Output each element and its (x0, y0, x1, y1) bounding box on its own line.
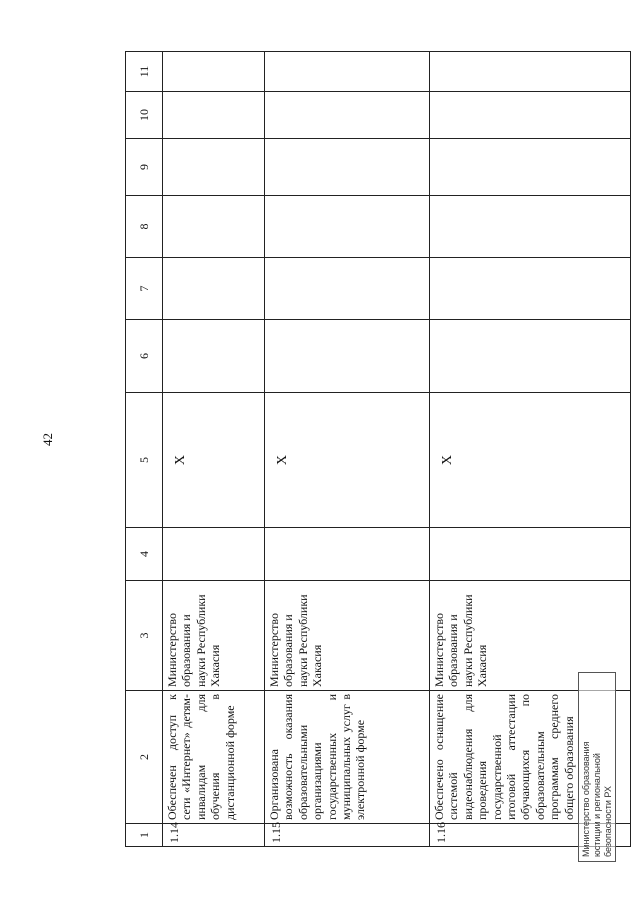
header-row (126, 52, 163, 847)
stamp-line: Министерство образования (581, 741, 591, 857)
row-responsible: Министерство образования и науки Республики Хакасия (163, 581, 265, 691)
cell-col6 (430, 320, 631, 393)
header-cell: 4 (126, 528, 163, 581)
cell-col4 (430, 528, 631, 581)
cell-col6 (163, 320, 265, 393)
cell-col6 (265, 320, 430, 393)
cell-col5-mark: Х (265, 393, 430, 528)
cell-col8 (265, 196, 430, 258)
header-cell: 8 (126, 196, 163, 258)
header-cell: 3 (126, 581, 163, 691)
table-row (163, 52, 265, 847)
cell-col11 (265, 52, 430, 92)
cell-col8 (163, 196, 265, 258)
row-description: Организована возможность оказания образовательными организациями государственных и муниципальных услуг в электронной форме (265, 691, 430, 824)
header-cell: 11 (126, 52, 163, 92)
header-cell: 6 (126, 320, 163, 393)
stamp-line: безопасности РХ (603, 786, 613, 857)
cell-col5-mark: Х (163, 393, 265, 528)
row-number: 1.16 (430, 824, 631, 847)
cell-col11 (430, 52, 631, 92)
cell-col10 (163, 92, 265, 139)
cell-col7 (163, 258, 265, 320)
cell-col11 (163, 52, 265, 92)
cell-col8 (430, 196, 631, 258)
row-description: Обеспечено оснащение системой видеонаблюдения для проведения государственной итоговой аттестации обучающихся по образовательным программам среднего общего образования (430, 691, 631, 824)
cell-col9 (163, 139, 265, 196)
cell-col4 (265, 528, 430, 581)
row-number: 1.15 (265, 824, 430, 847)
row-responsible: Министерство образования и науки Республики Хакасия (430, 581, 631, 691)
cell-col9 (430, 139, 631, 196)
cell-col5-mark: Х (430, 393, 631, 528)
cell-col10 (265, 92, 430, 139)
header-cell: 9 (126, 139, 163, 196)
registration-stamp (578, 672, 616, 862)
header-cell: 2 (126, 691, 163, 824)
row-responsible: Министерство образования и науки Республики Хакасия (265, 581, 430, 691)
cell-col10 (430, 92, 631, 139)
table-row (265, 52, 430, 847)
plan-table (125, 51, 631, 847)
rotated-table-container (125, 52, 625, 847)
page-number: 42 (40, 433, 55, 446)
header-cell: 7 (126, 258, 163, 320)
header-cell: 5 (126, 393, 163, 528)
header-cell: 10 (126, 92, 163, 139)
cell-col9 (265, 139, 430, 196)
row-description: Обеспечен доступ к сети «Интернет» детям-инвалидам для обучения в дистанционной форме (163, 691, 265, 824)
cell-col4 (163, 528, 265, 581)
cell-col7 (430, 258, 631, 320)
cell-col7 (265, 258, 430, 320)
header-cell: 1 (126, 824, 163, 847)
row-number: 1.14 (163, 824, 265, 847)
stamp-line: юстиции и региональной (592, 753, 602, 857)
